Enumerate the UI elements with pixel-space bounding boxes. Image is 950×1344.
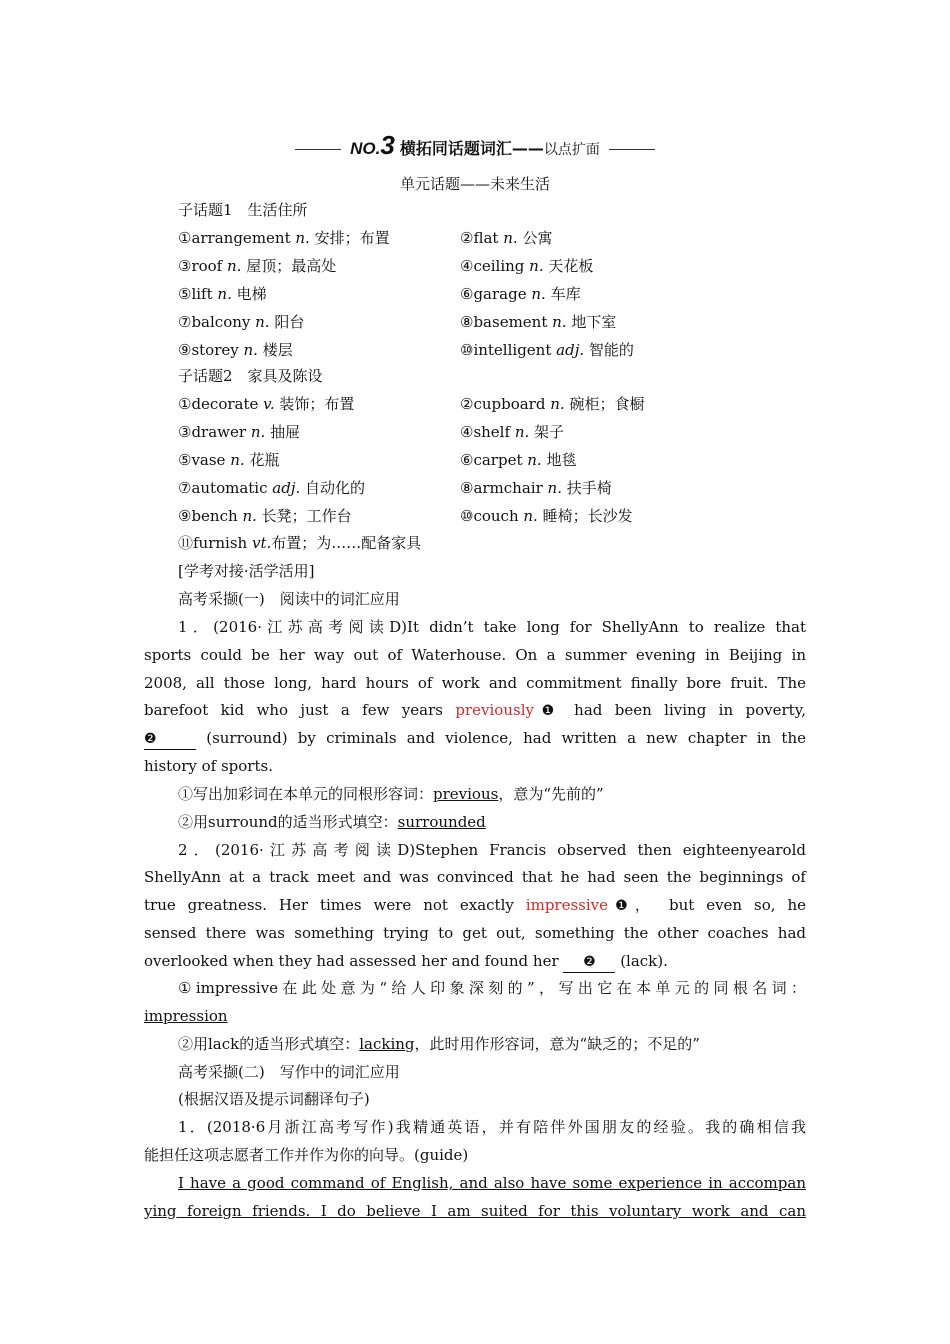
unit-topic: 单元话题——未来生活: [399, 175, 550, 193]
vocab-item: ⑦balcony n. 阳台: [178, 313, 305, 331]
vocab-item: ②cupboard n. 碗柜；食橱: [460, 395, 645, 413]
vocab-item: ⑩couch n. 睡椅；长沙发: [460, 507, 633, 525]
fill-blank: ❷: [144, 729, 196, 750]
q1-answer-2: ②用surround的适当形式填空：surrounded: [178, 813, 486, 831]
q2-answer-1-text: impression: [144, 1007, 228, 1025]
section-number: NO.3: [350, 130, 395, 160]
section-title: 横拓同话题词汇: [399, 139, 512, 158]
highlighted-word: previously: [455, 701, 534, 719]
section-subtitle: 以点扩面: [543, 142, 600, 158]
header-rule-left: [295, 149, 341, 150]
q2-line-1: 2．(2016·江苏高考阅读D)Stephen Francis observed then eighteenyearold: [178, 841, 806, 859]
writing-q1-line-2: 能担任这项志愿者工作并作为你的向导。(guide): [144, 1146, 469, 1164]
answer-text: lacking: [359, 1035, 415, 1053]
fill-blank: ❷: [563, 952, 615, 973]
q1-line-5: ❷ (surround) by criminals and violence, had written a new chapter in the: [144, 728, 806, 750]
vocab-item: ④ceiling n. 天花板: [460, 257, 594, 275]
writing-answer-line-2: ying foreign friends. I do believe I am suited for this voluntary work and can: [144, 1202, 806, 1220]
vocab-item: ⑥carpet n. 地毯: [460, 451, 577, 469]
q1-line-2: sports could be her way out of Waterhouse. On a summer evening in Beijing in: [144, 646, 806, 664]
vocab-item: ⑤lift n. 电梯: [178, 285, 267, 303]
answer-text: previous: [433, 785, 499, 803]
subtopic-2-title: 子话题2 家具及陈设: [178, 367, 323, 385]
highlighted-word: impressive: [525, 896, 609, 914]
section-tag: [学考对接·活学活用]: [178, 562, 315, 580]
q2-answer-1: ①impressive在此处意为“给人印象深刻的”，写出它在本单元的同根名词：: [178, 979, 806, 997]
answer-text: surrounded: [397, 813, 486, 831]
writing-q1-line-1: 1．(2018·6月浙江高考写作)我精通英语，并有陪伴外国朋友的经验。我的确相信我: [178, 1118, 806, 1136]
q1-line-1: 1．(2016·江苏高考阅读D)It didn’t take long for ShellyAnn to realize that: [178, 618, 806, 636]
writing-answer-line-1: I have a good command of English, and also have some experience in accompan: [178, 1174, 806, 1192]
vocab-item: ②flat n. 公寓: [460, 229, 553, 247]
section-header: [0, 130, 950, 161]
vocab-item: ①arrangement n. 安排；布置: [178, 229, 390, 247]
q1-answer-1: ①写出加彩词在本单元的同根形容词：previous，意为“先前的”: [178, 785, 604, 803]
vocab-item: ⑨bench n. 长凳；工作台: [178, 507, 352, 525]
reading-title: 高考采撷(一) 阅读中的词汇应用: [178, 590, 400, 608]
vocab-item: ⑪furnish vt.布置；为……配备家具: [178, 534, 422, 552]
vocab-item: ③roof n. 屋顶；最高处: [178, 257, 337, 275]
writing-title: 高考采撷(二) 写作中的词汇应用: [178, 1063, 400, 1081]
q2-answer-2: ②用lack的适当形式填空：lacking，此时用作形容词，意为“缺乏的；不足的”: [178, 1035, 700, 1053]
marker-1: ❶: [533, 703, 562, 719]
marker-1: ❶: [608, 898, 635, 914]
vocab-item: ⑥garage n. 车库: [460, 285, 581, 303]
vocab-item: ⑧armchair n. 扶手椅: [460, 479, 612, 497]
vocab-item: ⑧basement n. 地下室: [460, 313, 617, 331]
q2-line-4: sensed there was something trying to get out, something the other coaches had: [144, 924, 806, 942]
q2-line-5: overlooked when they had assessed her and found her ❷ (lack).: [144, 951, 668, 973]
header-dash: ——: [511, 139, 544, 158]
vocab-item: ①decorate v. 装饰；布置: [178, 395, 355, 413]
header-rule-right: [609, 149, 655, 150]
q1-line-4: barefoot kid who just a few years previously❶ had been living in poverty,: [144, 701, 806, 719]
q1-line-6: history of sports.: [144, 757, 273, 775]
vocab-item: ④shelf n. 架子: [460, 423, 565, 441]
q2-line-3: true greatness. Her times were not exactly impressive❶， but even so, he: [144, 896, 806, 914]
writing-instruction: (根据汉语及提示词翻译句子): [178, 1090, 370, 1108]
vocab-item: ⑦automatic adj. 自动化的: [178, 479, 366, 497]
vocab-item: ⑨storey n. 楼层: [178, 341, 293, 359]
vocab-item: ⑩intelligent adj. 智能的: [460, 341, 634, 359]
vocab-item: ③drawer n. 抽屉: [178, 423, 301, 441]
q2-line-2: ShellyAnn at a track meet and was convinced that he had seen the beginnings of: [144, 868, 806, 886]
vocab-item: ⑤vase n. 花瓶: [178, 451, 280, 469]
q1-line-3: 2008, all those long, hard hours of work and commitment finally bore fruit. The: [144, 674, 806, 692]
subtopic-1-title: 子话题1 生活住所: [178, 201, 308, 219]
